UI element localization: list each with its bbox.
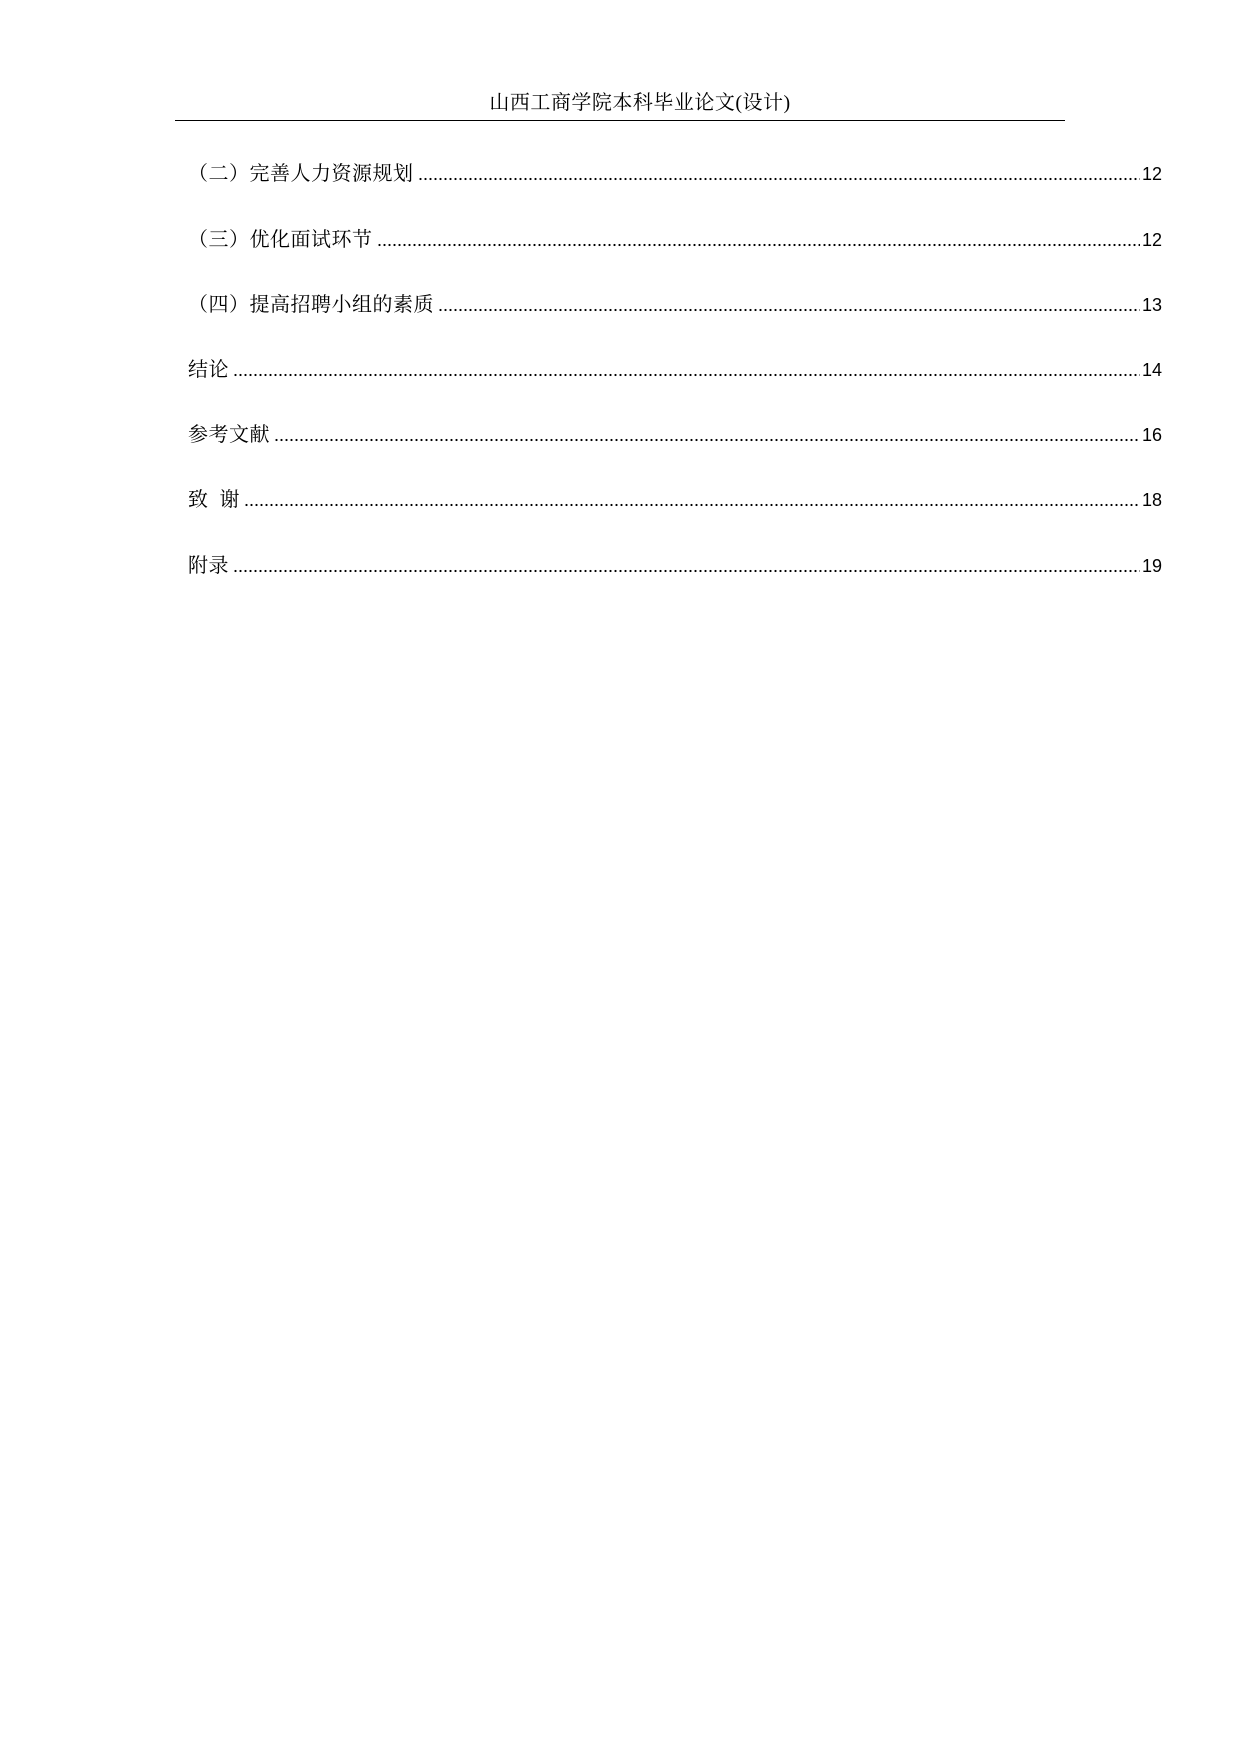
toc-entry <box>188 356 1162 384</box>
toc-entry-label: 结论 <box>188 359 229 381</box>
dot-leader <box>438 308 1140 312</box>
toc-entry-label: 附录 <box>188 555 229 577</box>
toc-entry-label: （四）提高招聘小组的素质 <box>188 294 434 316</box>
dot-leader <box>233 373 1140 377</box>
header-title: 山西工商学院本科毕业论文(设计) <box>489 92 791 114</box>
toc-entry-page: 12 <box>1141 230 1162 250</box>
toc-entry-label: （三）优化面试环节 <box>188 229 373 251</box>
toc-entry-page: 19 <box>1141 556 1162 576</box>
toc-entry <box>188 486 1162 514</box>
dot-leader <box>418 177 1140 181</box>
dot-leader <box>377 243 1140 247</box>
toc-entry-page: 18 <box>1141 490 1162 510</box>
toc-entry-label: 参考文献 <box>188 424 270 446</box>
toc-entry-label: 致 谢 <box>188 489 240 511</box>
page-header <box>175 88 1065 121</box>
toc-entry-label: （二）完善人力资源规划 <box>188 163 414 185</box>
dot-leader <box>244 503 1140 507</box>
toc-entry-page: 14 <box>1141 360 1162 380</box>
dot-leader <box>274 438 1140 442</box>
toc-entry <box>188 226 1162 254</box>
toc-entry-page: 13 <box>1141 295 1162 315</box>
toc-entry <box>188 552 1162 580</box>
toc-entry <box>188 291 1162 319</box>
toc-entry-page: 12 <box>1141 164 1162 184</box>
toc-entry-page: 16 <box>1141 425 1162 445</box>
toc-entry <box>188 421 1162 449</box>
toc-entry <box>188 160 1162 188</box>
dot-leader <box>233 569 1140 573</box>
